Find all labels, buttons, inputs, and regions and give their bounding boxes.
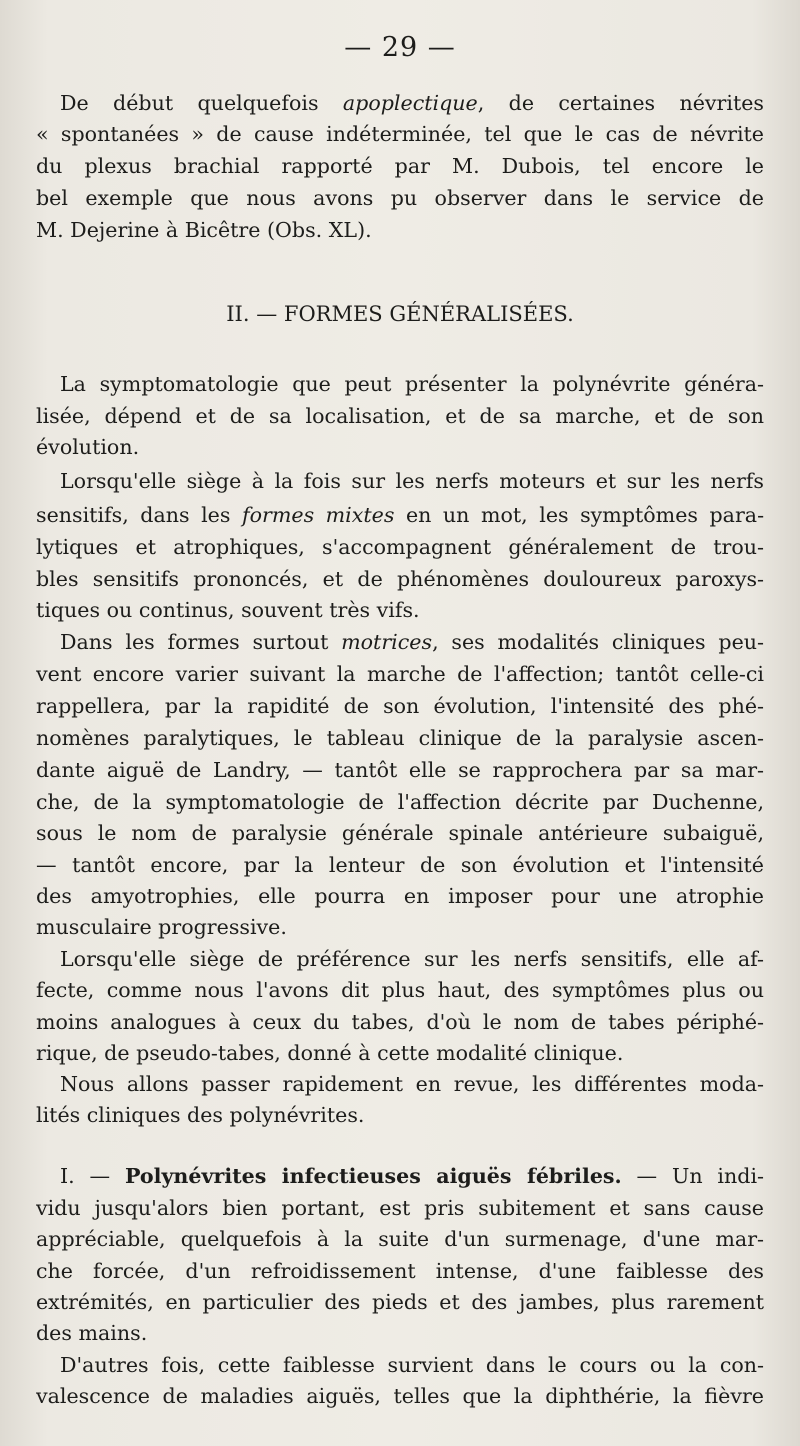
italic-term: formes mixtes <box>241 503 395 527</box>
text-line: rappellera, par la rapidité de son évolution, l'intensité des phé- <box>36 694 764 718</box>
text-line: du plexus brachial rapporté par M. Dubois, tel encore le <box>36 154 764 178</box>
text-line: « spontanées » de cause indéterminée, tel que le cas de névrite <box>36 122 764 146</box>
text-line: musculaire progressive. <box>36 915 287 939</box>
text-line: rique, de pseudo-tabes, donné à cette modalité clinique. <box>36 1041 624 1065</box>
text-line: lités cliniques des polynévrites. <box>36 1103 365 1127</box>
text-line: lisée, dépend et de sa localisation, et de sa marche, et de son <box>36 404 764 428</box>
section-heading: II. — FORMES GÉNÉRALISÉES. <box>226 302 574 326</box>
text-line: évolution. <box>36 435 140 459</box>
bold-subheading: Polynévrites infectieuses aiguës fébriles. <box>124 1164 622 1188</box>
text-line: Dans les formes surtout motrices, ses modalités cliniques peu- <box>60 630 764 654</box>
text-line: I. — Polynévrites infectieuses aiguës fébriles. — Un indi- <box>60 1164 764 1188</box>
text-line: extrémités, en particulier des pieds et des jambes, plus rarement <box>36 1290 764 1314</box>
text-line: tiques ou continus, souvent très vifs. <box>36 598 420 622</box>
text-line: sous le nom de paralysie générale spinale antérieure subaiguë, <box>36 821 764 845</box>
text-line: fecte, comme nous l'avons dit plus haut, des symptômes plus ou <box>36 978 764 1002</box>
page-number: — 29 — <box>344 32 456 63</box>
text-line: De début quelquefois apoplectique, de certaines névrites <box>60 91 764 115</box>
text-line: valescence de maladies aiguës, telles que la diphthérie, la fièvre <box>36 1384 764 1408</box>
text-line: des amyotrophies, elle pourra en imposer pour une atrophie <box>36 884 764 908</box>
text-line: sensitifs, dans les formes mixtes en un mot, les symptômes para- <box>36 503 764 527</box>
italic-term: motrices <box>341 630 433 654</box>
text-line: vent encore varier suivant la marche de l'affection; tantôt celle-ci <box>36 662 764 686</box>
text-line: des mains. <box>36 1321 148 1345</box>
text-line: lytiques et atrophiques, s'accompagnent généralement de trou- <box>36 535 764 559</box>
text-line: — tantôt encore, par la lenteur de son évolution et l'intensité <box>36 853 764 877</box>
text-line: moins analogues à ceux du tabes, d'où le nom de tabes périphé- <box>36 1010 764 1034</box>
text-line: appréciable, quelquefois à la suite d'un surmenage, d'une mar- <box>36 1227 764 1251</box>
text-line: M. Dejerine à Bicêtre (Obs. XL). <box>36 218 372 242</box>
text-line: che forcée, d'un refroidissement intense, d'une faiblesse des <box>36 1259 764 1283</box>
text-line: bel exemple que nous avons pu observer dans le service de <box>36 186 764 210</box>
text-line: vidu jusqu'alors bien portant, est pris subitement et sans cause <box>36 1196 764 1220</box>
text-line: D'autres fois, cette faiblesse survient dans le cours ou la con- <box>60 1353 764 1377</box>
text-line: che, de la symptomatologie de l'affection décrite par Duchenne, <box>36 790 764 814</box>
text-line: bles sensitifs prononcés, et de phénomènes douloureux paroxys- <box>36 567 764 591</box>
text-line: Lorsqu'elle siège de préférence sur les nerfs sensitifs, elle af- <box>60 947 764 971</box>
text-line: dante aiguë de Landry, — tantôt elle se rapprochera par sa mar- <box>36 758 764 782</box>
text-line: La symptomatologie que peut présenter la polynévrite généra- <box>60 372 764 396</box>
text-line: nomènes paralytiques, le tableau clinique de la paralysie ascen- <box>36 726 764 750</box>
text-line: Nous allons passer rapidement en revue, les différentes moda- <box>60 1072 764 1096</box>
italic-term: apoplectique <box>342 91 478 115</box>
text-line: Lorsqu'elle siège à la fois sur les nerfs moteurs et sur les nerfs <box>60 469 764 493</box>
